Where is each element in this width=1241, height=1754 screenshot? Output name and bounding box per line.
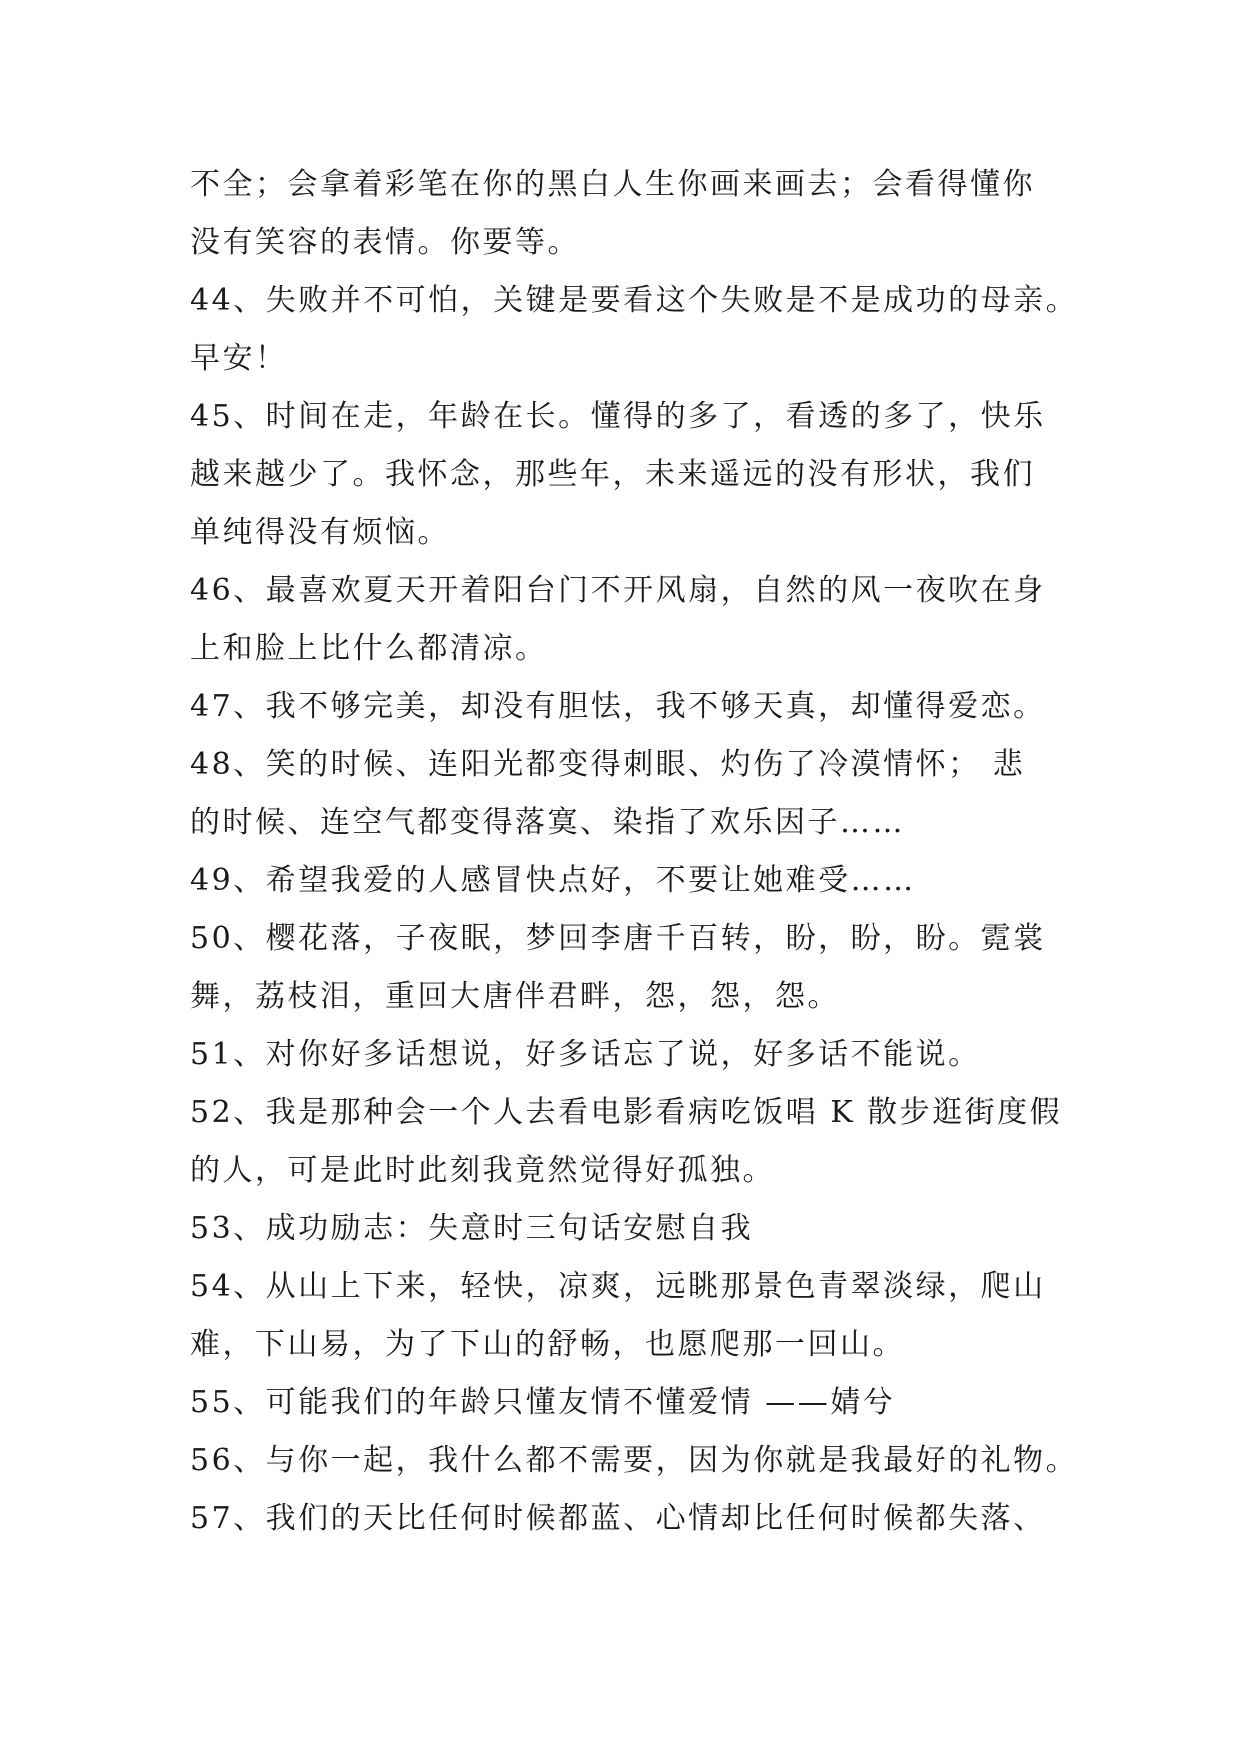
text-line: 54、从山上下来，轻快，凉爽，远眺那景色青翠淡绿，爬山 bbox=[190, 1269, 1046, 1304]
text-line: 的时候、连空气都变得落寞、染指了欢乐因子…… bbox=[190, 805, 905, 840]
text-line: 46、最喜欢夏天开着阳台门不开风扇，自然的风一夜吹在身 bbox=[190, 573, 1046, 608]
text-line: 53、成功励志：失意时三句话安慰自我 bbox=[190, 1211, 754, 1246]
text-line: 57、我们的天比任何时候都蓝、心情却比任何时候都失落、 bbox=[190, 1501, 1046, 1536]
text-line: 45、时间在走，年龄在长。懂得的多了，看透的多了，快乐 bbox=[190, 399, 1046, 434]
text-line: 越来越少了。我怀念，那些年，未来遥远的没有形状，我们 bbox=[190, 457, 1035, 492]
text-line: 56、与你一起，我什么都不需要，因为你就是我最好的礼物。 bbox=[190, 1443, 1079, 1478]
text-line: 47、我不够完美，却没有胆怯，我不够天真，却懂得爱恋。 bbox=[190, 689, 1046, 724]
text-line: 舞，荔枝泪，重回大唐伴君畔，怨，怨，怨。 bbox=[190, 979, 840, 1014]
text-line: 52、我是那种会一个人去看电影看病吃饭唱 K 散步逛街度假 bbox=[190, 1095, 1063, 1130]
text-line: 上和脸上比什么都清凉。 bbox=[190, 631, 548, 666]
text-line: 的人，可是此时此刻我竟然觉得好孤独。 bbox=[190, 1153, 775, 1188]
text-line: 44、失败并不可怕，关键是要看这个失败是不是成功的母亲。 bbox=[190, 283, 1079, 318]
text-line: 单纯得没有烦恼。 bbox=[190, 515, 450, 550]
text-line: 不全；会拿着彩笔在你的黑白人生你画来画去；会看得懂你 bbox=[190, 167, 1035, 202]
text-line: 50、樱花落，子夜眠，梦回李唐千百转，盼，盼，盼。霓裳 bbox=[190, 921, 1046, 956]
text-line: 55、可能我们的年龄只懂友情不懂爱情 ——婧兮 bbox=[190, 1385, 896, 1420]
text-line: 早安！ bbox=[190, 341, 288, 376]
text-line: 没有笑容的表情。你要等。 bbox=[190, 225, 580, 260]
text-line: 难，下山易，为了下山的舒畅，也愿爬那一回山。 bbox=[190, 1327, 905, 1362]
text-line: 49、希望我爱的人感冒快点好，不要让她难受…… bbox=[190, 863, 916, 898]
text-line: 51、对你好多话想说，好多话忘了说，好多话不能说。 bbox=[190, 1037, 981, 1072]
text-line: 48、笑的时候、连阳光都变得刺眼、灼伤了冷漠情怀； 悲 bbox=[190, 747, 1026, 782]
